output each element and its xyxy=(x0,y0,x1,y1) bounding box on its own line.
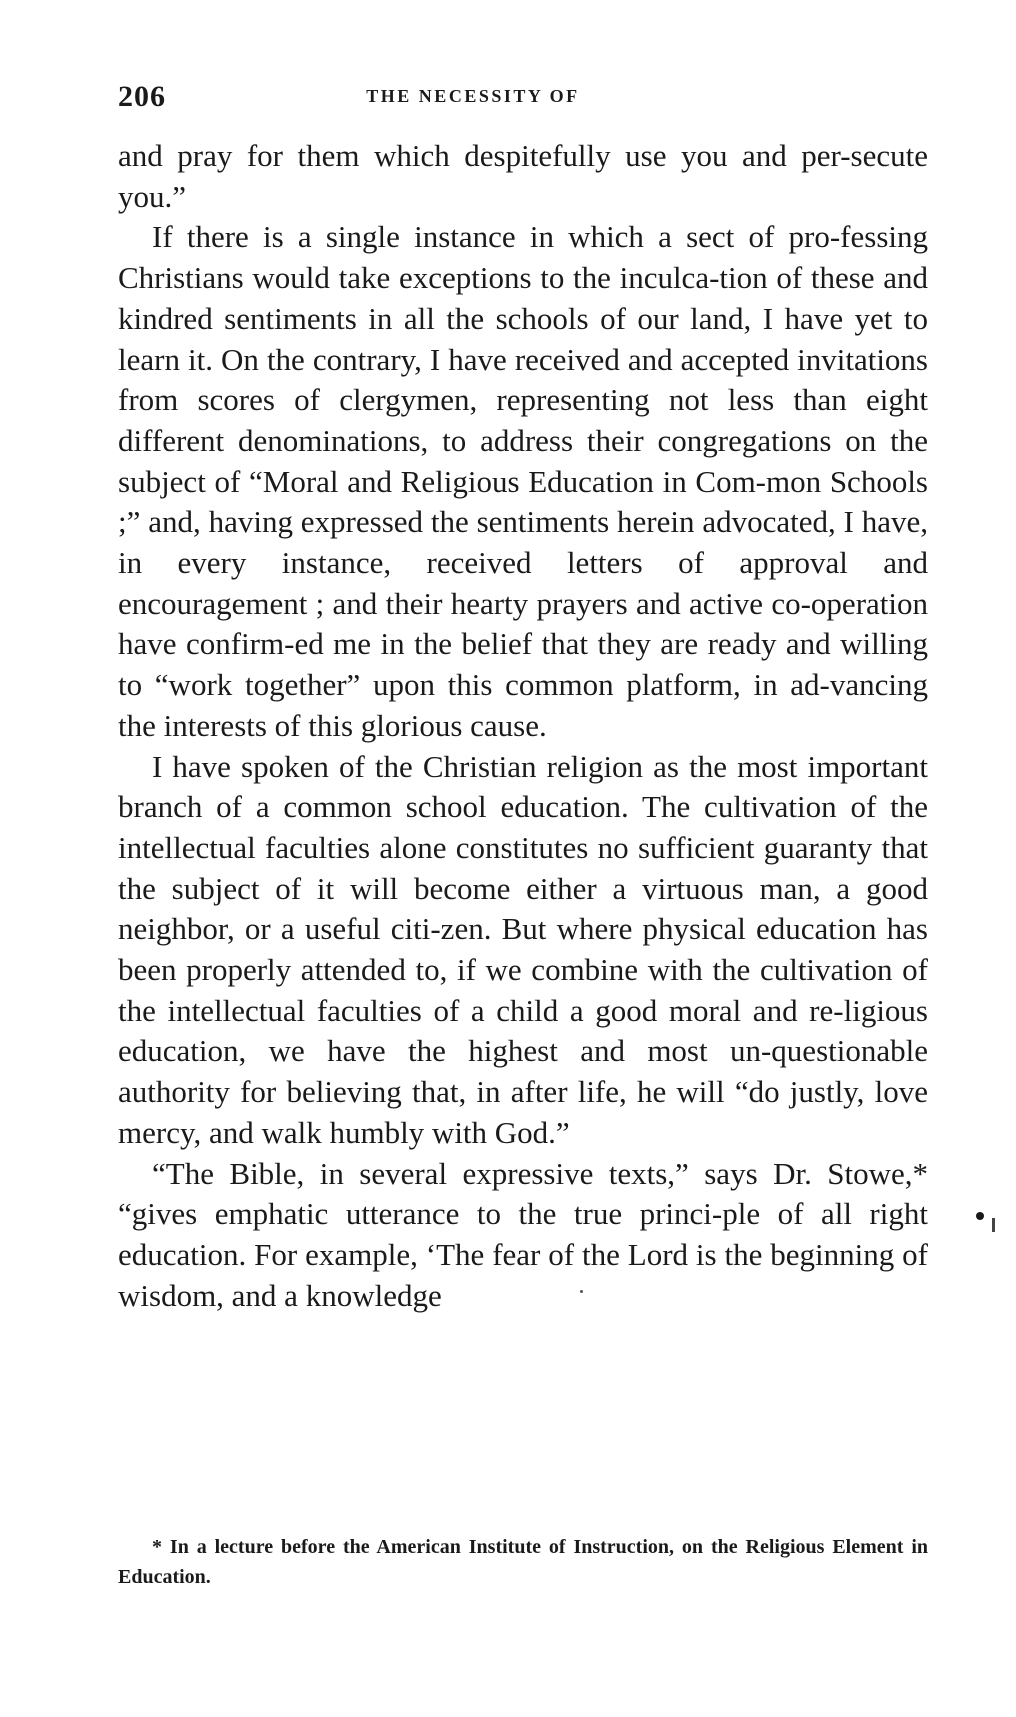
margin-dot-mark xyxy=(976,1212,984,1220)
running-title: THE NECESSITY OF xyxy=(366,86,580,106)
page-header xyxy=(118,80,918,120)
paragraph: “The Bible, in several expressive texts,” says Dr. Stowe,* “gives emphatic utterance to the true princi-ple of all right education. For example, ‘The fear of the Lord is the beginning of wisdom, and a knowledge xyxy=(118,1155,928,1313)
body-text xyxy=(118,136,928,1316)
paragraph: If there is a single instance in which a sect of pro-fessing Christians would take exceptions to the inculca-tion of these and kindred sentiments in all the schools of our land, I have yet to learn it. On the contrary, I have received and accepted invitations from scores of clergymen, representing not less than eight different denominations, to address their congregations on the subject of “Moral and Religious Education in Com-mon Schools ;” and, having expressed the sentiments herein advocated, I have, in every instance, received letters of approval and encouragement ; and their hearty prayers and active co-operation have confirm-ed me in the belief that they are ready and willing to “work together” upon this common platform, in ad-vancing the interests of this glorious cause. xyxy=(118,219,928,743)
stray-ink-dot xyxy=(580,1290,583,1293)
footnote: * In a lecture before the American Institute of Instruction, on the Religious Element in Education. xyxy=(118,1536,928,1588)
paragraph-continuation: and pray for them which despitefully use you and per-secute you.” xyxy=(118,138,928,214)
page-number: 206 xyxy=(118,80,166,113)
paragraph: I have spoken of the Christian religion as the most important branch of a common school education. The cultivation of the intellectual faculties alone constitutes no sufficient guaranty that the subject of it will become either a virtuous man, a good neighbor, or a useful citi-zen. But where physical education has been properly attended to, if we combine with the cultivation of the intellectual faculties of a child a good moral and re-ligious education, we have the highest and most un-questionable authority for believing that, in after life, he will “do justly, love mercy, and walk humbly with God.” xyxy=(118,748,928,1150)
margin-tick-mark xyxy=(992,1218,995,1232)
